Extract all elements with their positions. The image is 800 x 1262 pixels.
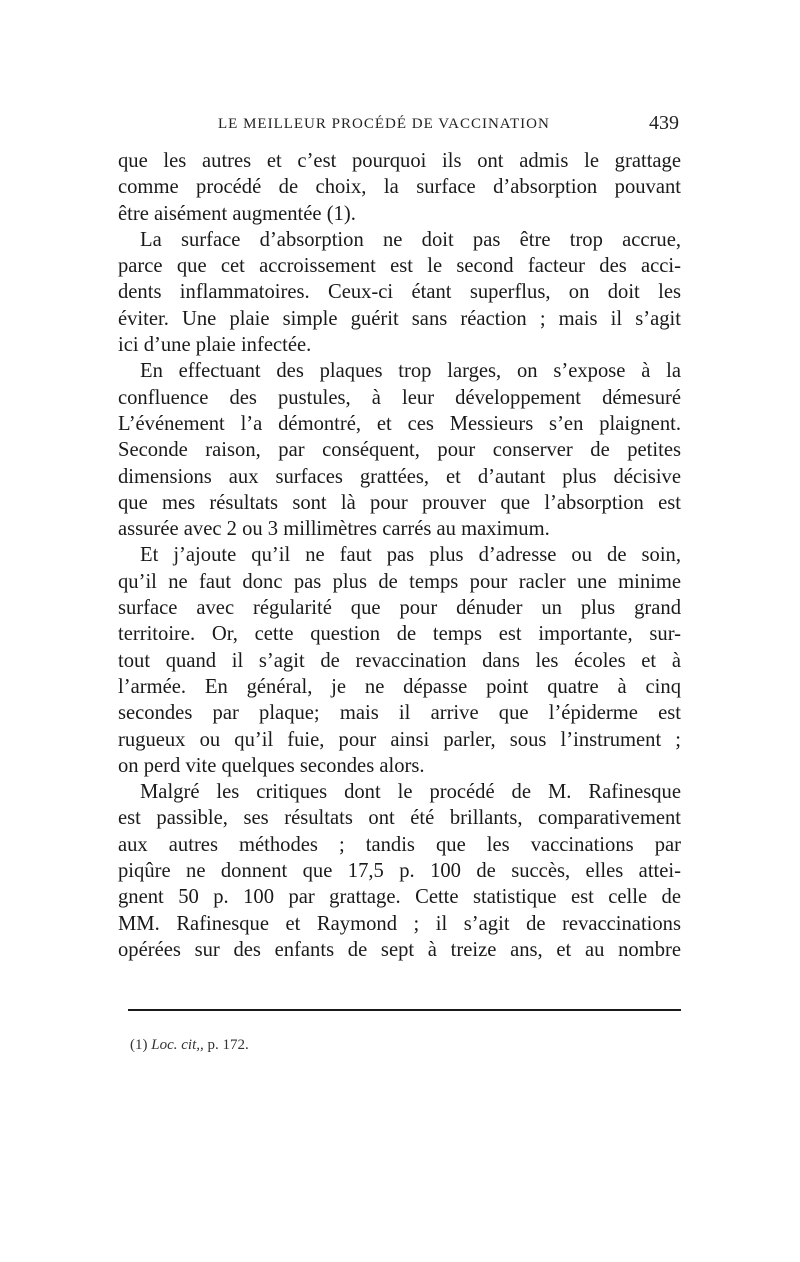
- text-line: confluence des pustules, à leur développement démesuré: [118, 386, 681, 409]
- book-page: [118, 112, 681, 1053]
- text-line: piqûre ne donnent que 17,5 p. 100 de succès, elles attei-: [118, 860, 681, 883]
- text-line: que les autres et c’est pourquoi ils ont admis le grattage: [118, 150, 681, 172]
- running-title: LE MEILLEUR PROCÉDÉ DE VACCINATION: [218, 116, 550, 132]
- text-line: parce que cet accroissement est le second facteur des acci-: [118, 255, 681, 278]
- text-line: assurée avec 2 ou 3 millimètres carrés au maximum.: [118, 518, 550, 541]
- footnote-page: p. 172.: [207, 1037, 249, 1053]
- text-line: territoire. Or, cette question de temps est importante, sur-: [118, 623, 681, 646]
- text-line: ici d’une plaie infectée.: [118, 334, 312, 357]
- text-line: être aisément augmentée (1).: [118, 202, 356, 225]
- text-line: gnent 50 p. 100 par grattage. Cette statistique est celle de: [118, 886, 681, 909]
- text-line: que mes résultats sont là pour prouver que l’absorption est: [118, 491, 681, 514]
- running-head: [118, 112, 681, 148]
- text-line: Malgré les critiques dont le procédé de M. Rafinesque: [140, 781, 681, 804]
- text-line: qu’il ne faut donc pas plus de temps pour racler une minime: [118, 570, 681, 593]
- footnote: [130, 1037, 249, 1054]
- text-line: l’armée. En général, je ne dépasse point quatre à cinq: [118, 675, 681, 698]
- footnote-marker: (1): [130, 1037, 148, 1053]
- text-line: dimensions aux surfaces grattées, et d’autant plus décisive: [118, 465, 681, 488]
- text-line: surface avec régularité que pour dénuder un plus grand: [118, 597, 681, 620]
- text-line: comme procédé de choix, la surface d’absorption pouvant: [118, 176, 681, 199]
- text-line: MM. Rafinesque et Raymond ; il s’agit de revaccinations: [118, 912, 681, 935]
- footnote-citation: Loc. cit,,: [151, 1037, 204, 1053]
- text-line: rugueux ou qu’il fuie, pour ainsi parler, sous l’instrument ;: [118, 728, 681, 751]
- text-line: L’événement l’a démontré, et ces Messieurs s’en plaignent.: [118, 412, 681, 435]
- text-line: est passible, ses résultats ont été brillants, comparativement: [118, 807, 681, 830]
- text-line: on perd vite quelques secondes alors.: [118, 754, 425, 777]
- body-text: [118, 148, 681, 963]
- text-line: aux autres méthodes ; tandis que les vaccinations par: [118, 833, 681, 856]
- text-line: dents inflammatoires. Ceux-ci étant superflus, on doit les: [118, 281, 681, 304]
- page-number: 439: [649, 112, 679, 134]
- text-line: opérées sur des enfants de sept à treize ans, et au nombre: [118, 938, 681, 961]
- text-line: secondes par plaque; mais il arrive que l’épiderme est: [118, 702, 681, 725]
- text-line: En effectuant des plaques trop larges, on s’expose à la: [140, 360, 681, 383]
- text-line: La surface d’absorption ne doit pas être trop accrue,: [140, 228, 681, 251]
- footnote-rule: [128, 1009, 681, 1011]
- text-line: éviter. Une plaie simple guérit sans réaction ; mais il s’agit: [118, 307, 681, 330]
- text-line: Seconde raison, par conséquent, pour conserver de petites: [118, 439, 681, 462]
- text-line: tout quand il s’agit de revaccination dans les écoles et à: [118, 649, 681, 672]
- text-line: Et j’ajoute qu’il ne faut pas plus d’adresse ou de soin,: [140, 544, 681, 567]
